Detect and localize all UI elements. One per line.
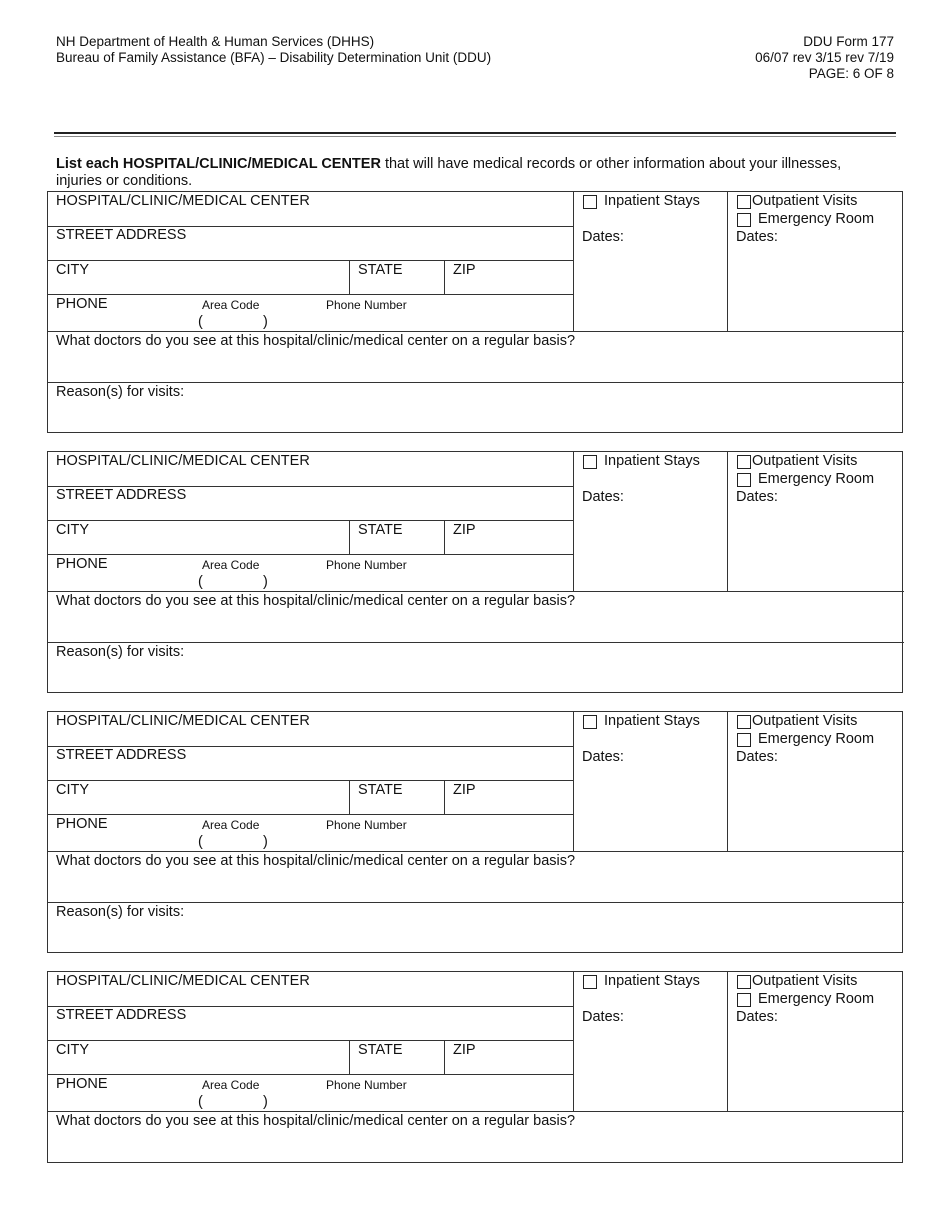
divider <box>444 780 445 814</box>
inpatient-checkbox[interactable] <box>583 455 597 469</box>
zip-label: ZIP <box>453 782 476 798</box>
doctors-question: What doctors do you see at this hospital/clinic/medical center on a regular basis? <box>56 1113 576 1129</box>
outpatient-checkbox[interactable] <box>737 195 751 209</box>
city-label: CITY <box>56 262 90 278</box>
facility-block-2 <box>47 451 903 693</box>
inpatient-dates-label: Dates: <box>582 749 624 765</box>
emergency-room-label: Emergency Room <box>758 991 875 1007</box>
city-label: CITY <box>56 1042 90 1058</box>
divider <box>48 554 573 555</box>
area-code-close-paren: ) <box>263 314 268 330</box>
state-label: STATE <box>358 262 403 278</box>
area-code-label: Area Code <box>202 1078 260 1092</box>
divider <box>48 382 904 383</box>
divider <box>349 260 350 294</box>
divider <box>48 331 904 332</box>
divider <box>573 452 574 591</box>
phone-number-label: Phone Number <box>326 298 407 312</box>
divider <box>48 780 573 781</box>
doctors-question: What doctors do you see at this hospital/clinic/medical center on a regular basis? <box>56 853 576 869</box>
agency-header <box>56 34 491 66</box>
reasons-label: Reason(s) for visits: <box>56 384 185 400</box>
inpatient-label: Inpatient Stays <box>604 973 700 989</box>
emergency-room-checkbox[interactable] <box>737 473 751 487</box>
divider <box>444 260 445 294</box>
form-revision: 06/07 rev 3/15 rev 7/19 <box>755 50 894 65</box>
facility-label: HOSPITAL/CLINIC/MEDICAL CENTER <box>56 713 310 729</box>
inpatient-checkbox[interactable] <box>583 195 597 209</box>
divider <box>48 591 904 592</box>
area-code-open-paren: ( <box>198 574 203 590</box>
divider <box>48 520 573 521</box>
area-code-close-paren: ) <box>263 834 268 850</box>
divider <box>573 972 574 1111</box>
inpatient-checkbox[interactable] <box>583 975 597 989</box>
inpatient-dates-label: Dates: <box>582 229 624 245</box>
outpatient-label: Outpatient Visits <box>752 713 858 729</box>
area-code-open-paren: ( <box>198 314 203 330</box>
city-label: CITY <box>56 522 90 538</box>
facility-label: HOSPITAL/CLINIC/MEDICAL CENTER <box>56 193 310 209</box>
phone-label: PHONE <box>56 556 108 572</box>
street-label: STREET ADDRESS <box>56 747 187 763</box>
divider <box>48 1111 904 1112</box>
divider <box>727 972 728 1111</box>
zip-label: ZIP <box>453 522 476 538</box>
inpatient-checkbox[interactable] <box>583 715 597 729</box>
phone-number-label: Phone Number <box>326 818 407 832</box>
facility-block-4 <box>47 971 903 1163</box>
inpatient-label: Inpatient Stays <box>604 713 700 729</box>
form-info-header <box>755 34 894 82</box>
inpatient-label: Inpatient Stays <box>604 453 700 469</box>
outpatient-dates-label: Dates: <box>736 229 778 245</box>
emergency-room-label: Emergency Room <box>758 211 875 227</box>
outpatient-dates-label: Dates: <box>736 1009 778 1025</box>
header-divider <box>54 132 896 134</box>
emergency-room-label: Emergency Room <box>758 731 875 747</box>
area-code-open-paren: ( <box>198 834 203 850</box>
zip-label: ZIP <box>453 262 476 278</box>
phone-number-label: Phone Number <box>326 1078 407 1092</box>
divider <box>727 192 728 331</box>
divider <box>48 260 573 261</box>
divider <box>727 452 728 591</box>
area-code-label: Area Code <box>202 558 260 572</box>
outpatient-label: Outpatient Visits <box>752 973 858 989</box>
divider <box>48 294 573 295</box>
divider <box>349 780 350 814</box>
divider <box>48 814 573 815</box>
doctors-question: What doctors do you see at this hospital/clinic/medical center on a regular basis? <box>56 593 576 609</box>
city-label: CITY <box>56 782 90 798</box>
facility-label: HOSPITAL/CLINIC/MEDICAL CENTER <box>56 453 310 469</box>
divider <box>349 1040 350 1074</box>
outpatient-label: Outpatient Visits <box>752 453 858 469</box>
divider <box>48 851 904 852</box>
facility-block-3 <box>47 711 903 953</box>
area-code-label: Area Code <box>202 298 260 312</box>
doctors-question: What doctors do you see at this hospital/clinic/medical center on a regular basis? <box>56 333 576 349</box>
outpatient-dates-label: Dates: <box>736 749 778 765</box>
inpatient-dates-label: Dates: <box>582 1009 624 1025</box>
emergency-room-label: Emergency Room <box>758 471 875 487</box>
agency-line-2: Bureau of Family Assistance (BFA) – Disability Determination Unit (DDU) <box>56 50 492 65</box>
instructions-text: that will have medical records or other information about your illnesses, injuries or conditions. <box>56 156 842 189</box>
state-label: STATE <box>358 522 403 538</box>
area-code-label: Area Code <box>202 818 260 832</box>
street-label: STREET ADDRESS <box>56 227 187 243</box>
emergency-room-checkbox[interactable] <box>737 213 751 227</box>
reasons-label: Reason(s) for visits: <box>56 644 185 660</box>
divider <box>48 1074 573 1075</box>
state-label: STATE <box>358 782 403 798</box>
divider <box>444 520 445 554</box>
outpatient-dates-label: Dates: <box>736 489 778 505</box>
instructions <box>56 156 876 190</box>
area-code-close-paren: ) <box>263 1094 268 1110</box>
outpatient-label: Outpatient Visits <box>752 193 858 209</box>
street-label: STREET ADDRESS <box>56 1007 187 1023</box>
divider <box>573 192 574 331</box>
inpatient-label: Inpatient Stays <box>604 193 700 209</box>
outpatient-checkbox[interactable] <box>737 715 751 729</box>
street-label: STREET ADDRESS <box>56 487 187 503</box>
instructions-bold: List each HOSPITAL/CLINIC/MEDICAL CENTER <box>56 156 381 172</box>
facility-label: HOSPITAL/CLINIC/MEDICAL CENTER <box>56 973 310 989</box>
divider <box>444 1040 445 1074</box>
phone-number-label: Phone Number <box>326 558 407 572</box>
divider <box>48 642 904 643</box>
facility-block-1 <box>47 191 903 433</box>
form-id: DDU Form 177 <box>803 34 894 49</box>
divider <box>48 1040 573 1041</box>
area-code-close-paren: ) <box>263 574 268 590</box>
emergency-room-checkbox[interactable] <box>737 993 751 1007</box>
page-number: PAGE: 6 OF 8 <box>808 66 894 81</box>
phone-label: PHONE <box>56 816 108 832</box>
divider <box>573 712 574 851</box>
outpatient-checkbox[interactable] <box>737 455 751 469</box>
header-divider-thin <box>54 136 896 137</box>
divider <box>727 712 728 851</box>
divider <box>349 520 350 554</box>
phone-label: PHONE <box>56 1076 108 1092</box>
phone-label: PHONE <box>56 296 108 312</box>
zip-label: ZIP <box>453 1042 476 1058</box>
reasons-label: Reason(s) for visits: <box>56 904 185 920</box>
inpatient-dates-label: Dates: <box>582 489 624 505</box>
divider <box>48 902 904 903</box>
area-code-open-paren: ( <box>198 1094 203 1110</box>
emergency-room-checkbox[interactable] <box>737 733 751 747</box>
state-label: STATE <box>358 1042 403 1058</box>
agency-line-1: NH Department of Health & Human Services (DHHS) <box>56 34 375 49</box>
outpatient-checkbox[interactable] <box>737 975 751 989</box>
